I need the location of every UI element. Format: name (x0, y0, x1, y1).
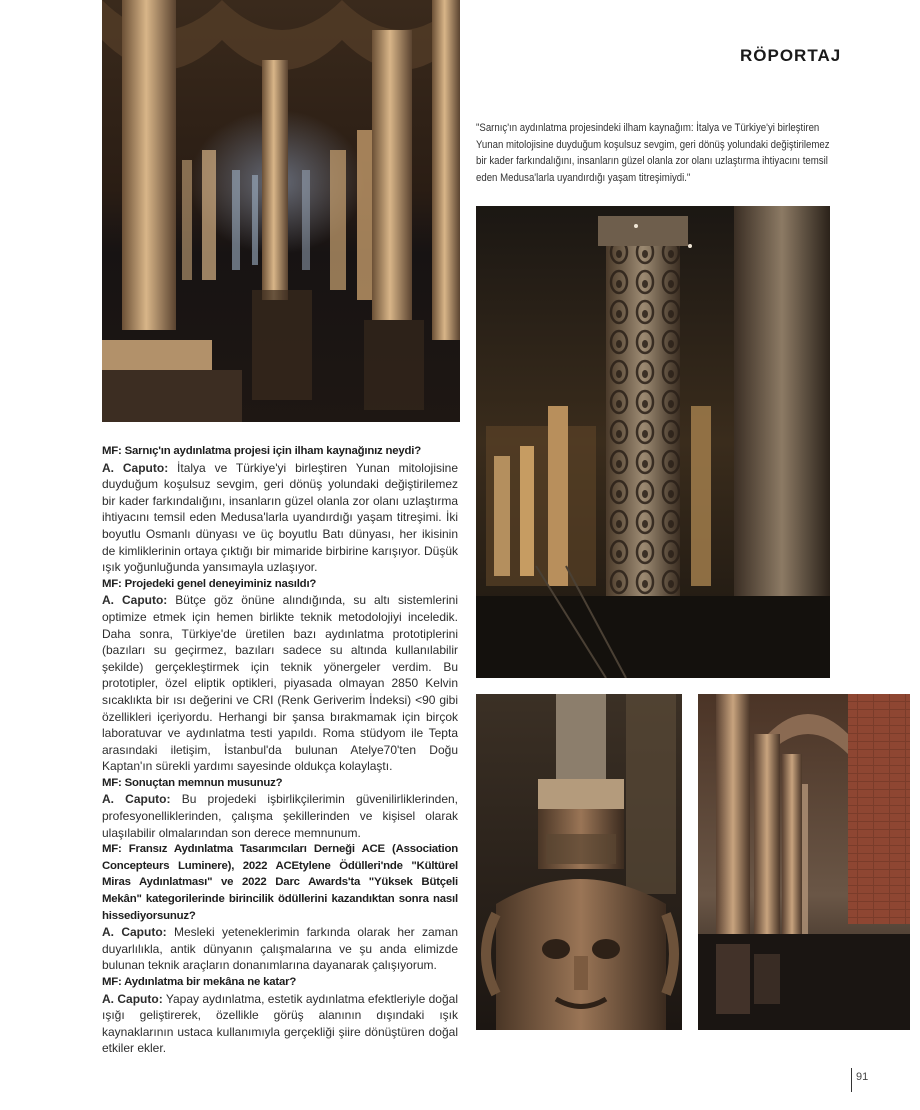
answer-speaker: A. Caputo: (102, 460, 169, 475)
answer-speaker: A. Caputo: (102, 593, 168, 608)
interview-answer (102, 991, 458, 1057)
cistern-columns-photo (102, 0, 460, 422)
answer-text: Mesleki yeteneklerimin farkında olarak her zaman duyarlılıkla, antik dünyanın çalışmalarına ve şu anda elimizde bulunan teknik araçların donanımlarına dayanarak çalışıyorum. (102, 925, 458, 973)
interview-question: MF: Fransız Aydınlatma Tasarımcıları Derneği ACE (Association Concepteurs Luminere), 2022 ACEtylene Ödülleri'nde "Kültürel Miras Aydınlatması" ve 2022 Darc Awards'ta "Yüksek Bütçeli Mekân" kategorilerinde birincilik ödüllerini kazandıktan sonra nasıl hissediyorsunuz? (102, 843, 458, 922)
interview-question: MF: Sonuçtan memnun musunuz? (102, 776, 283, 789)
interview-question: MF: Projedeki genel deneyiminiz nasıldı? (102, 577, 317, 590)
interview-article (102, 443, 458, 1057)
answer-speaker: A. Caputo: (102, 925, 167, 940)
interview-answer (102, 592, 458, 775)
answer-text: İtalya ve Türkiye'yi birleştiren Yunan mitolojisine duyduğum koşulsuz sevgim, geri dönüş yolundaki değiştirilemez bir kader farkındalığını, insanların güzel olanla zor olanı uzlaştırma ihtiyacını temsil eden Medusa'larla uyandırdığı yaşam titreşimi. İki boyutlu Osmanlı dünyası ve üç boyutlu Batı dünyası, her ikisinin de kimliklerinin ortaya çıktığı bir mimaride birbirine karışıyor. Düşük ışık yoğunluğunda yansımayla uzlaşıyor. (102, 460, 458, 575)
carved-column-photo (476, 206, 830, 678)
answer-text: Bu projedeki işbirlikçilerimin güvenilirliklerinden, profesyonelliklerinden, çalışma şekillerinden ve kişisel olarak ulaşılabilir olmalarından son derece memnunum. (102, 792, 459, 840)
interview-question: MF: Aydınlatma bir mekâna ne katar? (102, 976, 297, 988)
interview-answer (102, 460, 458, 576)
photo-caption: "Sarnıç'ın aydınlatma projesindeki ilham kaynağım: İtalya ve Türkiye'yi birleştiren Yunan mitolojisine duyduğum koşulsuz sevgim, geri dönüş yolundaki değiştirilemez bir kader farkındalığını, insanların güzel olanla zor olanı uzlaştırma ihtiyacını temsil eden Medusa'larla uyandırdığı yaşam titreşimiydi." (476, 122, 830, 184)
medusa-head-photo (476, 694, 682, 1030)
answer-speaker: A. Caputo: (102, 991, 163, 1006)
interview-question: MF: Sarnıç'ın aydınlatma projesi için ilham kaynağınız neydi? (102, 445, 422, 457)
page-divider (851, 1068, 852, 1092)
answer-text: Yapay aydınlatma, estetik aydınlatma efektleriyle doğal ışığı geliştirerek, özellikle görüş alanının dışındaki ışık kaynaklarının ustaca kullanımıyla gerçekliği şiire dönüştüren doğal etkiler ekler. (102, 991, 458, 1056)
answer-speaker: A. Caputo: (102, 792, 171, 807)
cistern-aisle-photo (698, 694, 910, 1030)
page-number: 91 (856, 1071, 869, 1083)
answer-text: Bütçe göz önüne alındığında, su altı sistemlerini optimize etmek için hemen birlikte teknik metodolojiyi inceledik. Daha sonra, Türkiye'de üretilen bazı aydınlatma prototiplerini (bazıları su geçirmez, bazıları sadece su altında kullanılabilir şekilde) gerçekleştirmek için teknik yönergeler verdim. Bu prototipler, özel eliptik optikleri, piyasada olmayan 2850 Kelvin sıcaklıkta bir ısı değerini ve CRI (Renk Geriverim İndeksi) <90 gibi özellikleri içeriyordu. Herhangi bir şansa bırakmamak için birçok laboratuvar ve aydınlatma testi yapıldı. Roma stüdyom ile Tepta arasındaki iletişim, İstanbul'da bulunan Atelye70'ten Doğu Kaptan'ın sürekli yardımı sayesinde oldukça kolaylaştı. (102, 593, 459, 774)
section-label: RÖPORTAJ (740, 46, 842, 65)
interview-answer (102, 924, 458, 974)
interview-answer (102, 791, 458, 841)
